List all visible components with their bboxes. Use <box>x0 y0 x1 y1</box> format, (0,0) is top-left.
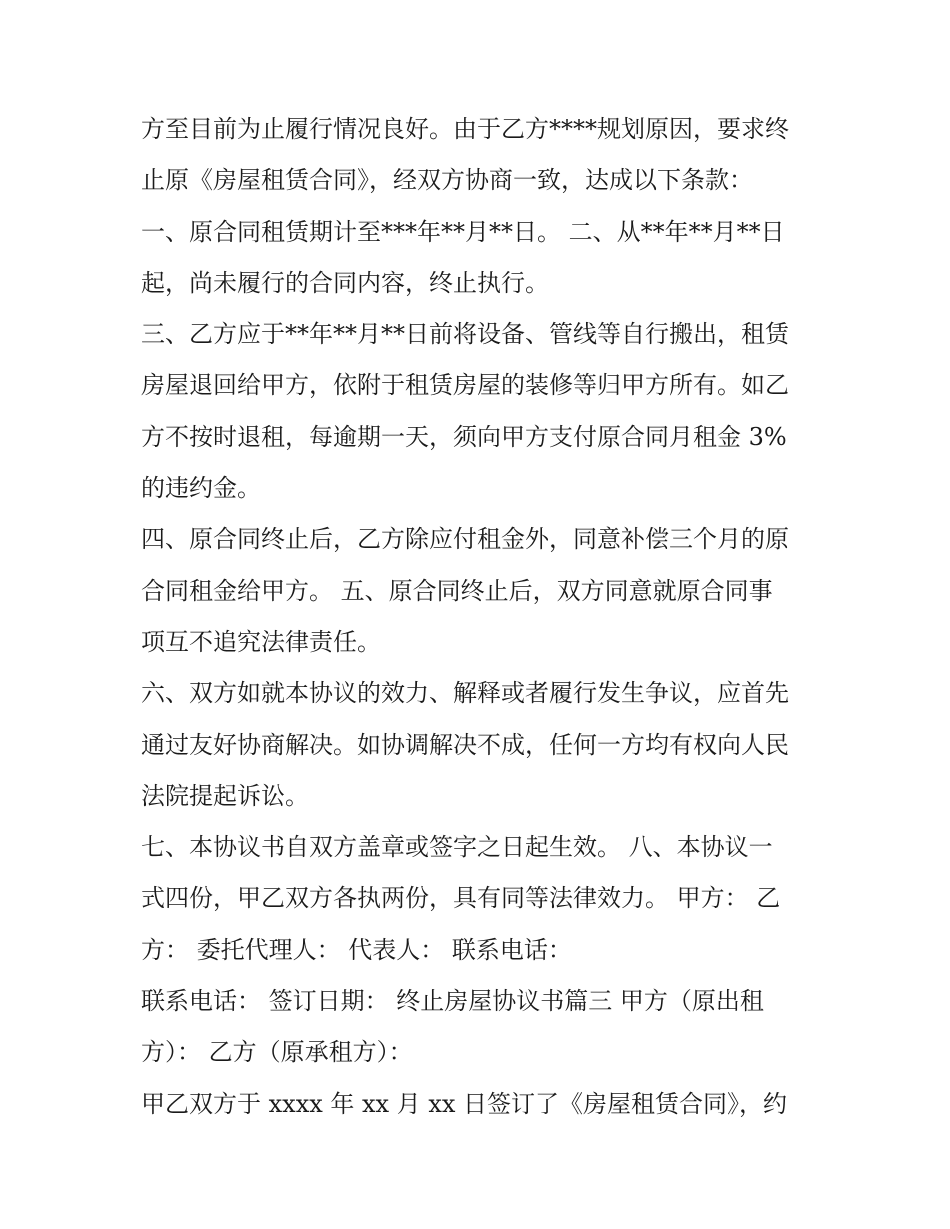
text-line: 合同租金给甲方。 五、原合同终止后，双方同意就原合同事 <box>141 576 773 605</box>
text-line: 法院提起诉讼。 <box>141 781 309 810</box>
text-line: 起，尚未履行的合同内容，终止执行。 <box>141 268 549 297</box>
text-line: 方： 委托代理人： 代表人： 联系电话： <box>141 935 572 964</box>
text-line: 通过友好协商解决。如协调解决不成，任何一方均有权向人民 <box>141 730 789 759</box>
text-line: 七、本协议书自双方盖章或签字之日起生效。 八、本协议一 <box>141 833 773 862</box>
text-line: 式四份，甲乙双方各执两份，具有同等法律效力。 甲方： 乙 <box>141 884 781 913</box>
text-line: 方不按时退租，每逾期一天，须向甲方支付原合同月租金 3% <box>141 422 787 451</box>
text-line: 四、原合同终止后，乙方除应付租金外，同意补偿三个月的原 <box>141 525 789 554</box>
text-line: 项互不追究法律责任。 <box>141 627 381 656</box>
text-line: 的违约金。 <box>141 474 261 503</box>
text-line: 止原《房屋租赁合同》，经双方协商一致，达成以下条款： <box>141 166 753 195</box>
document-body <box>141 104 831 1130</box>
text-line: 房屋退回给甲方，依附于租赁房屋的装修等归甲方所有。如乙 <box>141 371 789 400</box>
text-line: 三、乙方应于**年**月**日前将设备、管线等自行搬出，租赁 <box>141 320 789 349</box>
text-line: 六、双方如就本协议的效力、解释或者履行发生争议，应首先 <box>141 679 789 708</box>
text-line: 甲乙双方于 xxxx 年 xx 月 xx 日签订了《房屋租赁合同》，约 <box>141 1089 788 1118</box>
text-line: 一、原合同租赁期计至***年**月**日。 二、从**年**月**日 <box>141 217 785 246</box>
text-line: 方）： 乙方（原承租方）： <box>141 1038 413 1067</box>
text-line: 方至目前为止履行情况良好。由于乙方****规划原因，要求终 <box>141 115 789 143</box>
text-line: 联系电话： 签订日期： 终止房屋协议书篇三 甲方（原出租 <box>141 987 764 1016</box>
